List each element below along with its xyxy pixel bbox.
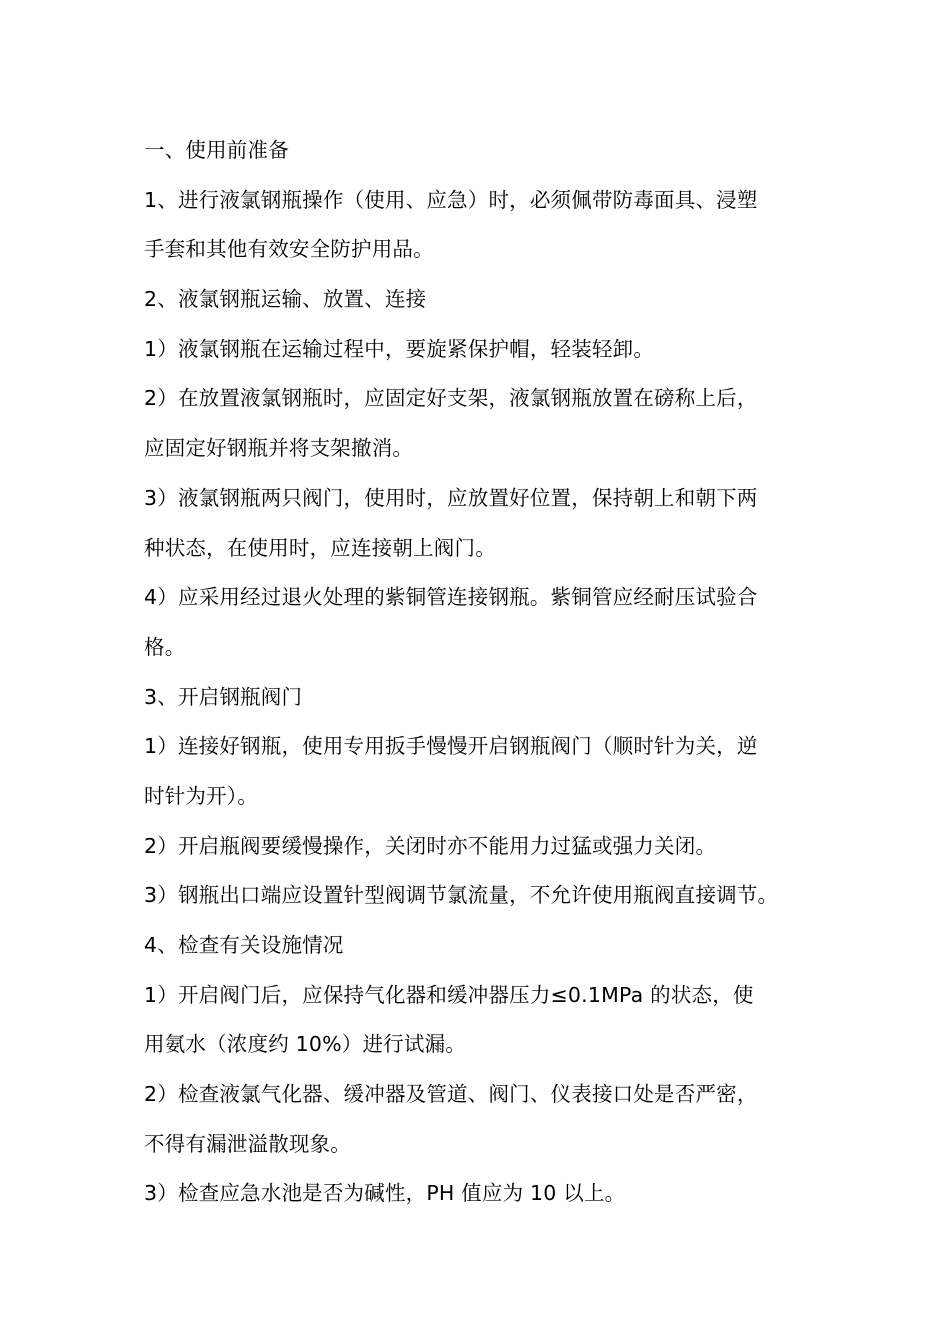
paragraph-line: 种状态，在使用时，应连接朝上阀门。 [144, 535, 496, 560]
paragraph-line: 1、进行液氯钢瓶操作（使用、应急）时，必须佩带防毒面具、浸塑 [144, 187, 758, 212]
paragraph-line: 4）应采用经过退火处理的紫铜管连接钢瓶。紫铜管应经耐压试验合 [144, 585, 758, 610]
document-body [144, 126, 834, 1219]
paragraph-line: 1）连接好钢瓶，使用专用扳手慢慢开启钢瓶阀门（顺时针为关，逆 [144, 734, 758, 759]
paragraph-line: 不得有漏泄溢散现象。 [144, 1131, 351, 1156]
paragraph-line: 2）在放置液氯钢瓶时，应固定好支架，液氯钢瓶放置在磅称上后， [144, 386, 758, 411]
paragraph-line: 1）液氯钢瓶在运输过程中，要旋紧保护帽，轻装轻卸。 [144, 336, 655, 361]
paragraph-line: 手套和其他有效安全防护用品。 [144, 237, 434, 262]
paragraph-line: 3）检查应急水池是否为碱性，PH 值应为 10 以上。 [144, 1181, 626, 1206]
paragraph-line: 格。 [144, 634, 186, 659]
paragraph-line: 3）钢瓶出口端应设置针型阀调节氯流量，不允许使用瓶阀直接调节。 [144, 883, 779, 908]
paragraph-line: 应固定好钢瓶并将支架撤消。 [144, 436, 414, 461]
paragraph-line: 3）液氯钢瓶两只阀门，使用时，应放置好位置，保持朝上和朝下两 [144, 485, 758, 510]
subsection-heading: 2、液氯钢瓶运输、放置、连接 [144, 287, 427, 312]
subsection-heading: 3、开启钢瓶阀门 [144, 684, 303, 709]
paragraph-line: 用氨水（浓度约 10%）进行试漏。 [144, 1032, 466, 1057]
subsection-heading: 4、检查有关设施情况 [144, 933, 344, 957]
paragraph-line: 2）开启瓶阀要缓慢操作，关闭时亦不能用力过猛或强力关闭。 [144, 833, 717, 858]
paragraph-line: 1）开启阀门后，应保持气化器和缓冲器压力≤0.1MPa 的状态，使 [144, 982, 754, 1007]
paragraph-line: 时针为开）。 [144, 783, 258, 808]
section-heading-preparation: 一、使用前准备 [144, 138, 289, 162]
paragraph-line: 2）检查液氯气化器、缓冲器及管道、阀门、仪表接口处是否严密， [144, 1082, 758, 1107]
